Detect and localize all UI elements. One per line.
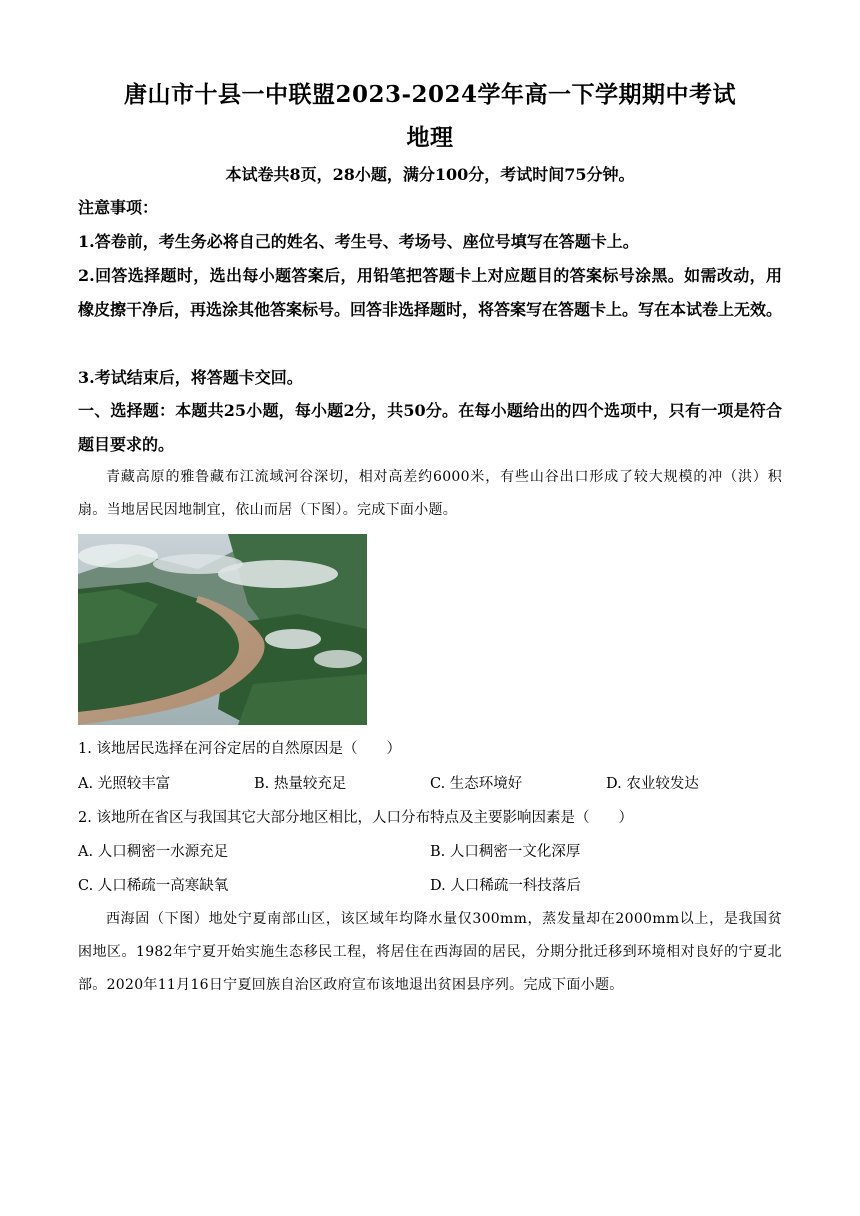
passage-yarlung: 青藏高原的雅鲁藏布江流域河谷深切，相对高差约6000米，有些山谷出口形成了较大规模的冲（洪）积扇。当地居民因地制宜，依山而居（下图）。完成下面小题。 bbox=[78, 469, 782, 518]
q2-option-d[interactable]: D. 人口稀疏一科技落后 bbox=[430, 878, 581, 894]
notice-item-3: 3.考试结束后，将答题卡交回。 bbox=[78, 368, 303, 387]
q1-option-d[interactable]: D. 农业较发达 bbox=[606, 776, 699, 792]
q1-option-c[interactable]: C. 生态环境好 bbox=[430, 776, 523, 792]
notice-item-1: 1.答卷前，考生务必将自己的姓名、考生号、考场号、座位号填写在答题卡上。 bbox=[78, 232, 639, 251]
q1-option-a[interactable]: A. 光照较丰富 bbox=[78, 776, 171, 792]
q2-option-c[interactable]: C. 人口稀疏一高寒缺氧 bbox=[78, 878, 229, 894]
q2-option-a[interactable]: A. 人口稠密一水源充足 bbox=[78, 844, 229, 860]
notice-item-2: 2.回答选择题时，选出每小题答案后，用铅笔把答题卡上对应题目的答案标号涂黑。如需改动，用橡皮擦干净后，再选涂其他答案标号。回答非选择题时，将答案写在答题卡上。写在本试卷上无效。 bbox=[78, 266, 783, 319]
notice-heading: 注意事项： bbox=[78, 198, 159, 217]
subject-title: 地理 bbox=[406, 124, 454, 151]
q2-option-b[interactable]: B. 人口稠密一文化深厚 bbox=[430, 844, 581, 860]
valley-photo bbox=[78, 534, 367, 725]
exam-title: 唐山市十县一中联盟2023-2024学年高一下学期期中考试 bbox=[123, 81, 737, 108]
question-1-stem: 1. 该地居民选择在河谷定居的自然原因是（ ） bbox=[78, 741, 401, 757]
q1-option-b[interactable]: B. 热量较充足 bbox=[254, 776, 347, 792]
exam-info: 本试卷共8页，28小题，满分100分，考试时间75分钟。 bbox=[225, 165, 635, 184]
passage-xihaigu: 西海固（下图）地处宁夏南部山区，该区域年均降水量仅300mm，蒸发量却在2000mm以上，是我国贫困地区。1982年宁夏开始实施生态移民工程，将居住在西海固的居民，分期分批迁移到环境相对良好的宁夏北部。2020年11月16日宁夏回族自治区政府宣布该地退出贫困县序列。完成下面小题。 bbox=[78, 911, 782, 993]
question-2-stem: 2. 该地所在省区与我国其它大部分地区相比，人口分布特点及主要影响因素是（ ） bbox=[78, 810, 633, 826]
valley-photo-illustration bbox=[78, 534, 367, 725]
section-heading: 一、选择题：本题共25小题，每小题2分，共50分。在每小题给出的四个选项中，只有一项是符合题目要求的。 bbox=[78, 401, 782, 454]
